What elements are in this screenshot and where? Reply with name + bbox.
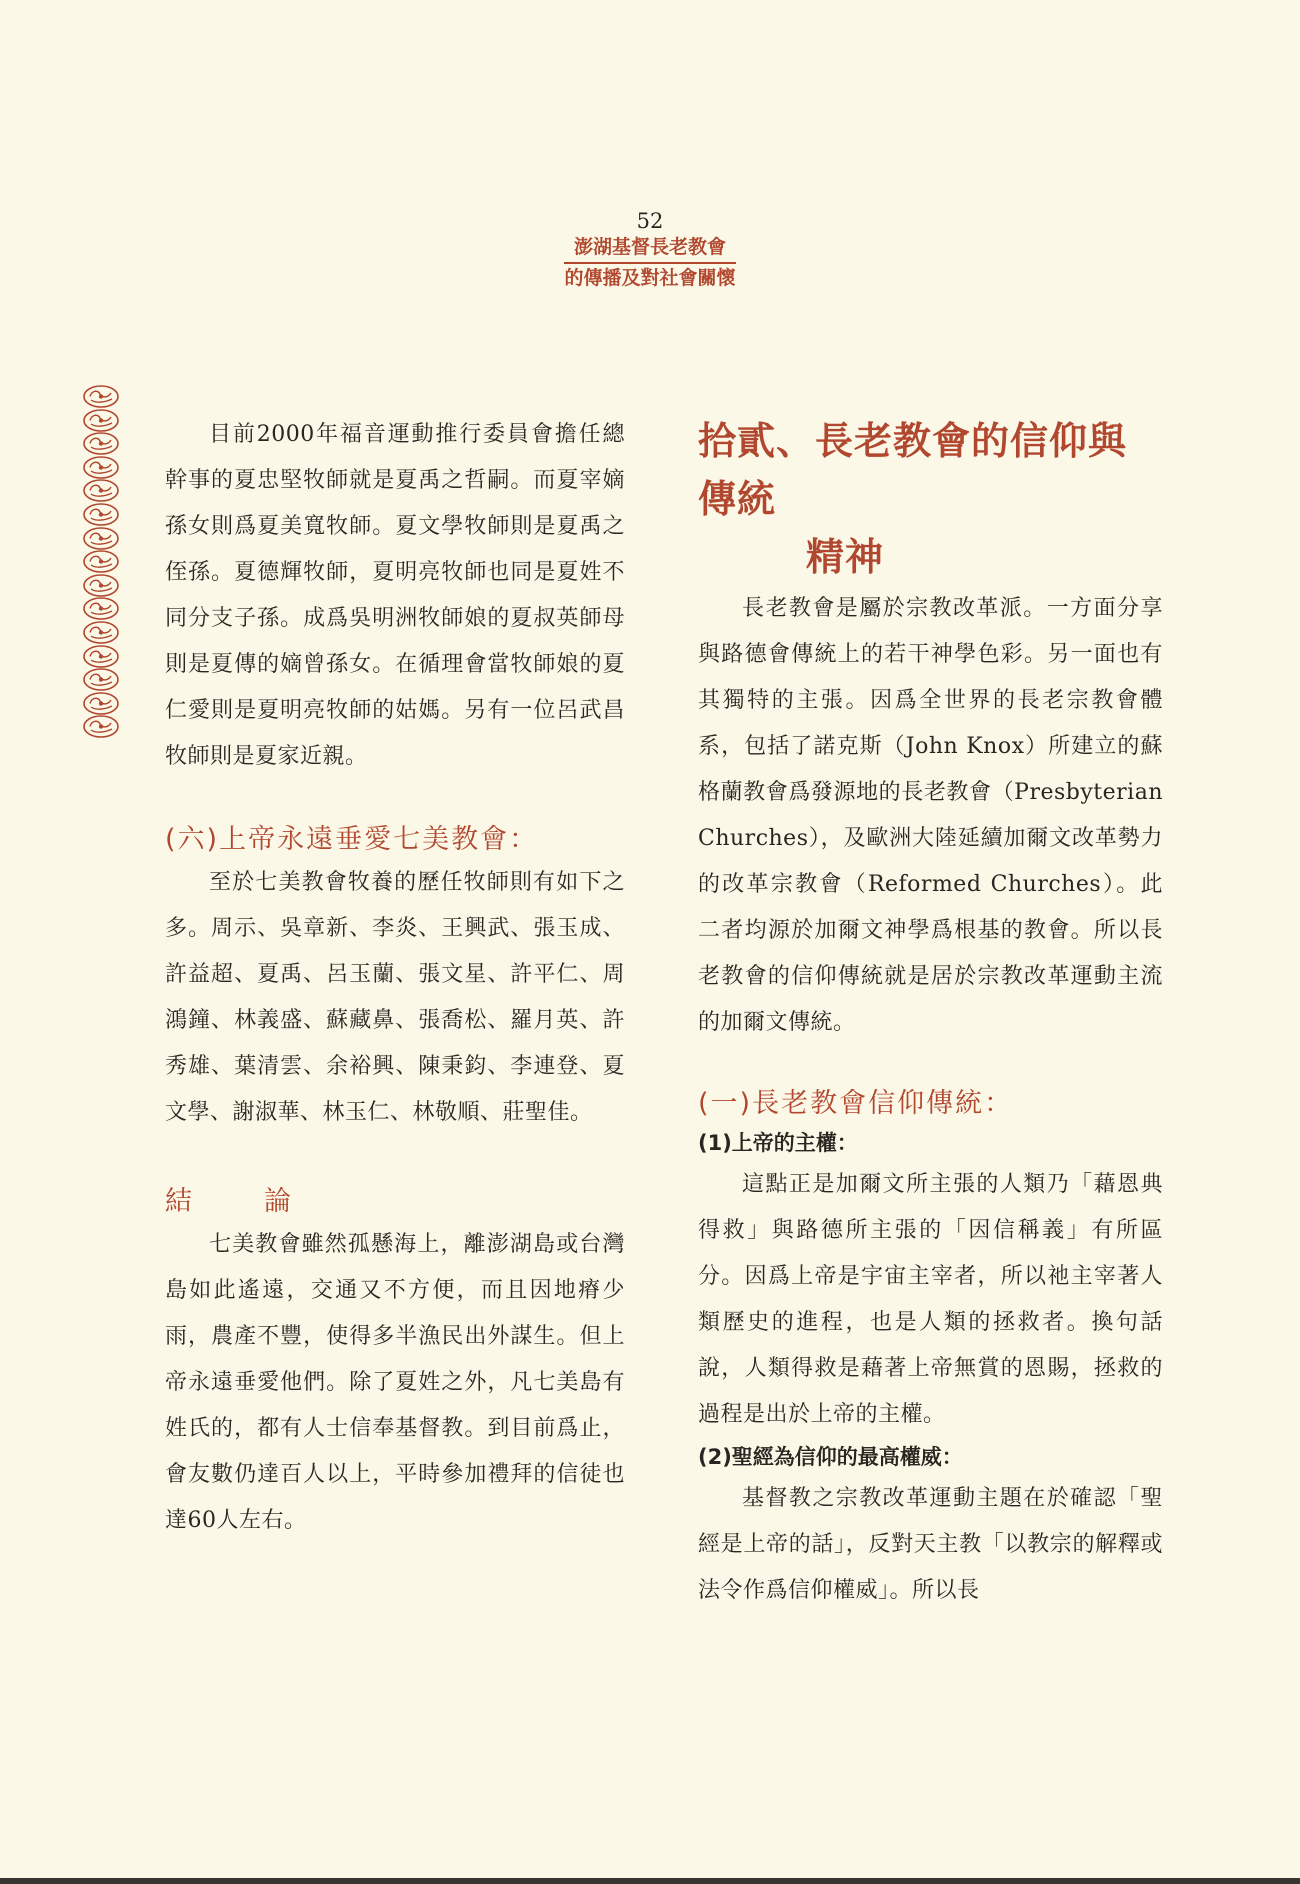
- swirl-medallion-icon: [82, 432, 120, 455]
- section12-title-line2: 精神: [806, 534, 885, 579]
- swirl-medallion-icon: [82, 574, 120, 597]
- section6-paragraph: 至於七美教會牧養的歷任牧師則有如下之多。周示、吳章新、李炎、王興武、張玉成、許益超、夏禹、呂玉蘭、張文星、許平仁、周鴻鐘、林義盛、蘇藏鼻、張喬松、羅月英、許秀雄、葉清雲、余裕興、陳秉鈞、李連登、夏文學、謝淑華、林玉仁、林敬順、莊聖佳。: [165, 870, 625, 1125]
- swirl-medallion-icon: [82, 645, 120, 668]
- item1-heading: (1)上帝的主權：: [698, 1131, 858, 1155]
- running-title-line1: 澎湖基督長老教會: [564, 234, 735, 264]
- conclusion-paragraph: 七美教會雖然孤懸海上，離澎湖島或台灣島如此遙遠，交通又不方便，而且因地瘠少雨，農產不豐，使得多半漁民出外謀生。但上帝永遠垂愛他們。除了夏姓之外，凡七美島有姓氏的，都有人士信奉基督教。到目前爲止，會友數仍達百人以上，平時參加禮拜的信徒也達60人左右。: [165, 1232, 625, 1533]
- bottom-edge: [0, 1878, 1300, 1884]
- section12-title: [698, 412, 1163, 586]
- conclusion-heading: [165, 1182, 625, 1222]
- section6-heading: (六)上帝永遠垂愛七美教會：: [165, 824, 539, 855]
- swirl-medallion-icon: [82, 385, 120, 408]
- item2-heading: (2)聖經為信仰的最高權威：: [698, 1445, 963, 1469]
- swirl-medallion-icon: [82, 503, 120, 526]
- item1-paragraph: 這點正是加爾文所主張的人類乃「藉恩典得救」與路德所主張的「因信稱義」有所區分。因爲上帝是宇宙主宰者，所以祂主宰著人類歷史的進程，也是人類的拯救者。換句話說，人類得救是藉著上帝無賞的恩賜，拯救的過程是出於上帝的主權。: [698, 1172, 1163, 1427]
- left-column: [165, 412, 625, 1544]
- item2-paragraph: 基督教之宗教改革運動主題在於確認「聖經是上帝的話」，反對天主教「以教宗的解釋或法令作爲信仰權威」。所以長: [698, 1486, 1163, 1603]
- swirl-medallion-icon: [82, 597, 120, 620]
- section12-paragraph: 長老教會是屬於宗教改革派。一方面分享與路德會傳統上的若干神學色彩。另一面也有其獨特的主張。因爲全世界的長老宗教會體系，包括了諾克斯（John Knox）所建立的蘇格蘭教會爲發源地的長老教會（Presbyterian Churches），及歐洲大陸延續加爾文改革勢力的改革宗教會（Reformed Churches）。此二者均源於加爾文神學爲根基的教會。所以長老教會的信仰傳統就是居於宗教改革運動主流的加爾文傳統。: [698, 596, 1163, 1035]
- swirl-medallion-icon: [82, 409, 120, 432]
- intro-paragraph: 目前2000年福音運動推行委員會擔任總幹事的夏忠堅牧師就是夏禹之哲嗣。而夏宰嫡孫女則爲夏美寬牧師。夏文學牧師則是夏禹之侄孫。夏德輝牧師，夏明亮牧師也同是夏姓不同分支子孫。成爲吳明洲牧師娘的夏叔英師母則是夏傳的嫡曾孫女。在循理會當牧師娘的夏仁愛則是夏明亮牧師的姑媽。另有一位呂武昌牧師則是夏家近親。: [165, 422, 625, 769]
- page-number: 52: [636, 209, 664, 233]
- running-title: [564, 234, 735, 292]
- conclusion-heading-char2: 論: [264, 1186, 293, 1217]
- swirl-medallion-icon: [82, 668, 120, 691]
- swirl-medallion-icon: [82, 692, 120, 715]
- running-title-line2: 的傳播及對社會關懷: [564, 267, 736, 289]
- swirl-medallion-icon: [82, 456, 120, 479]
- section12-title-line1: 拾貳、長老教會的信仰與傳統: [698, 418, 1128, 521]
- swirl-medallion-icon: [82, 550, 120, 573]
- page-header: [0, 208, 1300, 292]
- sub1-heading: (一)長老教會信仰傳統：: [698, 1088, 1014, 1119]
- swirl-medallion-icon: [82, 479, 120, 502]
- ornament-column: [82, 385, 122, 739]
- swirl-medallion-icon: [82, 715, 120, 738]
- conclusion-heading-char1: 結: [165, 1186, 194, 1217]
- swirl-medallion-icon: [82, 527, 120, 550]
- right-column: [698, 412, 1163, 1614]
- swirl-medallion-icon: [82, 621, 120, 644]
